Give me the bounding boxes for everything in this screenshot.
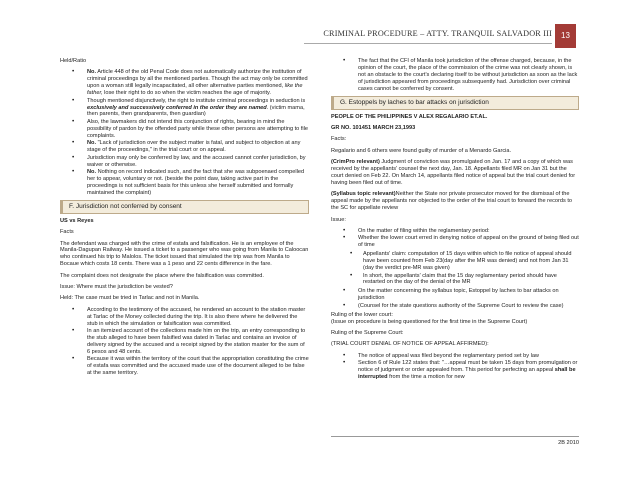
gr-number: GR NO. 101451 MARCH 23,1993	[331, 124, 416, 131]
list-item: • The notice of appeal was filed beyond the reglamentary period set by law	[331, 353, 579, 360]
ruling-lower-text: (Issue on procedure is being questioned for the first time in the Supreme Court)	[331, 318, 528, 325]
ruling-lower-label: Ruling of the lower court:	[331, 311, 393, 318]
ruling-sc-label: Ruling of the Supreme Court:	[331, 329, 404, 336]
held-ratio-list	[60, 69, 309, 196]
sc-ruling-list	[331, 353, 579, 381]
list-item: • In an itemized account of the collections made him on the trip, an entry corresponding to the stub alleged to have been falsified was dated in Tarlac and contains an invoice of delivery signed by the accused and a receipt signed by the station master for the sum of 6 pesos and 48 cents.	[60, 328, 309, 356]
issue-list	[331, 228, 579, 249]
list-item: • Jurisdiction may only be conferred by law, and the accused cannot confer jurisdiction, by waiver or otherwise.	[60, 155, 309, 169]
issue-label: Issue:	[331, 216, 346, 223]
header-title: CRIMINAL PROCEDURE – ATTY. TRANQUIL SALVADOR III	[323, 29, 552, 38]
facts-text: Regalario and 6 others were found guilty of murder of a Menardo Garcia.	[331, 147, 512, 154]
footer-label: 2B 2010	[558, 440, 579, 446]
section-heading-g: G. Estoppels by laches to bar attacks on jurisdiction	[331, 96, 579, 110]
section-heading-f: F. Jurisdiction not conferred by consent	[60, 200, 309, 214]
header-rule	[304, 43, 552, 44]
held-ratio-label: Held/Ratio	[60, 58, 87, 64]
trial-denial-text: (TRIAL COURT DENIAL OF NOTICE OF APPEAL AFFIRMED):	[331, 341, 489, 348]
held-text: Held: The case must be tried in Tarlac and not in Manila.	[60, 295, 200, 302]
top-list	[331, 58, 579, 93]
facts-label: Facts:	[331, 136, 347, 143]
list-item: • Appellants' claim: computation of 15 days within which to file notice of appeal should have been counted from Feb 23(day after the MR was denied) and not from Jan 31 (day the verdict pre-MR was given)	[331, 251, 579, 272]
list-item: • In short, the appellants' claim that the 15 day reglamentary period should have restarted on the day of the denial of the MR	[331, 273, 579, 287]
list-item: • Also, the lawmakers did not intend this conjunction of rights, bearing in mind the possibility of pardon by the offended party while these other persons are attempting to file complaints.	[60, 119, 309, 140]
complaint-text: The complaint does not designate the place where the falsification was committed.	[60, 272, 264, 279]
page-footer	[331, 436, 579, 446]
facts-label: Facts	[60, 229, 74, 236]
list-item: • Whether the lower court erred in denying notice of appeal on the ground of being filed out of time	[331, 235, 579, 249]
list-item: • Because it was within the territory of the court that the appropriation constituting the crime of estafa was committed and the accused made use of the document alleged to be false at the same territory.	[60, 356, 309, 377]
list-item: • The fact that the CFI of Manila took jurisdiction of the offense charged, because, in the opinion of the court, the place of the commission of the crime was not clearly shown, is not an obstacle to the court's declaring itself to be without jurisdiction as soon as the lack of jurisdiction appeared from proceedings subsequently had. Jurisdiction over criminal cases cannot be conferred by consent.	[331, 58, 579, 93]
facts-text: The defendant was charged with the crime of estafa and falsification. He is an employee of the Manila-Dagupan Railway. He issued a ticket to a passenger who was going from Manila to Caloocan who continued his trip to Malolos. The ticket issued that simulated the trip was from Manila to Bocaue which costs 18 cents. There was a 1 peso and 22 cents difference in the fare.	[60, 240, 309, 268]
list-item: • (Counsel for the state questions authority of the Supreme Court to review the case)	[331, 303, 579, 310]
issue-text: Issue: Where must the jurisdiction be vested?	[60, 284, 173, 291]
held-list	[60, 307, 309, 377]
list-item: • On the matter of filing within the reglamentary period:	[331, 228, 579, 235]
case-title: US vs Reyes	[60, 217, 94, 224]
syllabus-paragraph: (Syllabus topic relevant)Neither the State nor private prosecutor moved for the dismissal of the appeal made by the appellants nor objected to the order of the trial court to forward the records to the SC for appellate review	[331, 191, 572, 212]
issue-list-2	[331, 288, 579, 309]
list-item: • Section 6 of Rule 122 states that: "…appeal must be taken 15 days from promulgation or notice of judgment or order appealed from. This period for perfecting an appeal shall be interrupted from the time a motion for new	[331, 360, 579, 381]
issue-sublist	[331, 251, 579, 286]
list-item: • No. Article 448 of the old Penal Code does not automatically authorize the institution of criminal proceedings by all the mentioned parties. Though the act may only be committed upon a woman still legally incapacitated, all other alternative parties mentioned, like the father, lose their right to do so when the victim reaches the age of majority.	[60, 69, 309, 97]
crimpro-paragraph: (CrimPro relevant) Judgment of conviction was promulgated on Jan. 17 and a copy of which was received by the appellants' counsel the next day, Jan. 18. Appellants filed MR on Jan 31 but the court denied on Feb 22. On March 14, appellants filed notice of appeal but the trial court denied for having been filed out of time.	[331, 159, 576, 186]
list-item: • No. Nothing on record indicated such, and the fact that she was subpoenaed compelled her to appear, voluntary or not. (beside the point daw, taking active part in the proceedings is not sufficient basis for this unless she herself submitted and formally maintained the complaint)	[60, 169, 309, 197]
right-column	[331, 58, 579, 383]
list-item: • According to the testimony of the accused, he rendered an account to the station master at Tarlac of the Money collected during the trip. It is also there where he delivered the stub in which the simulation or falsification was committed.	[60, 307, 309, 328]
list-item: • No. "Lack of jurisdiction over the subject matter is fatal, and subject to objection at any stage of the proceedings," in the trial court or on appeal.	[60, 140, 309, 154]
list-item: • On the matter concerning the syllabus topic, Estoppel by laches to bar attacks on jurisdiction	[331, 288, 579, 302]
case-title: PEOPLE OF THE PHILIPPINES V ALEX REGALARIO ET.AL.	[331, 113, 488, 120]
page-number-badge: 13	[555, 24, 576, 48]
left-column	[60, 58, 309, 379]
list-item: • Though mentioned disjunctively, the right to institute criminal proceedings in seduction is exclusively and successively conferred in the order they are named. (victim mama, then parents, then grandparents, then guardian)	[60, 98, 309, 119]
page-header	[0, 22, 638, 48]
